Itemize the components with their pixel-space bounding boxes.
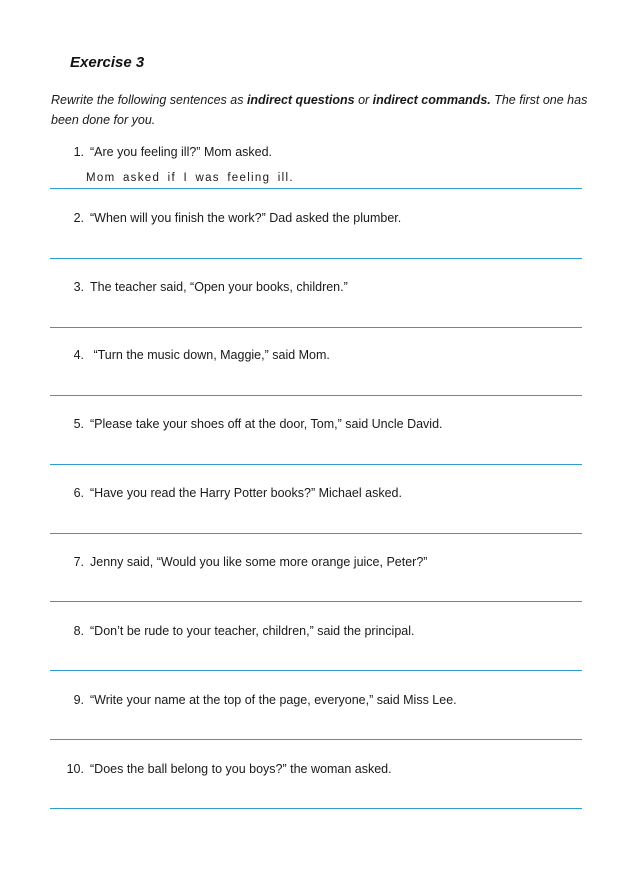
exercise-item-9 xyxy=(50,693,582,733)
answer-line[interactable] xyxy=(50,464,582,465)
exercise-item-3 xyxy=(50,280,582,320)
item-answer: Mom asked if I was feeling ill. xyxy=(86,172,294,184)
answer-line[interactable] xyxy=(50,808,582,809)
instructions-part-3: The first one has been done for you. xyxy=(51,93,588,127)
item-sentence xyxy=(50,555,427,569)
item-sentence xyxy=(50,624,414,638)
item-text: Jenny said, “Would you like some more orange juice, Peter?” xyxy=(90,555,428,569)
item-text: “Turn the music down, Maggie,” said Mom. xyxy=(90,348,330,362)
item-text: “When will you finish the work?” Dad asked the plumber. xyxy=(90,211,402,225)
exercise-item-8 xyxy=(50,624,582,664)
answer-line[interactable] xyxy=(50,601,582,602)
item-sentence xyxy=(50,348,330,362)
answer-line[interactable] xyxy=(50,327,582,328)
item-number: 2. xyxy=(73,211,84,225)
item-text: The teacher said, “Open your books, children.” xyxy=(90,280,348,294)
item-number: 7. xyxy=(73,555,84,569)
item-sentence xyxy=(50,762,392,776)
answer-line[interactable] xyxy=(50,258,582,259)
answer-line[interactable] xyxy=(50,533,582,534)
exercise-item-10 xyxy=(50,762,582,802)
item-sentence xyxy=(50,693,457,707)
item-text: “Does the ball belong to you boys?” the woman asked. xyxy=(90,762,392,776)
answer-line[interactable] xyxy=(50,739,582,740)
exercise-item-2 xyxy=(50,211,582,251)
item-text: “Are you feeling ill?” Mom asked. xyxy=(90,145,273,159)
item-sentence xyxy=(50,280,348,294)
item-text: “Please take your shoes off at the door, Tom,” said Uncle David. xyxy=(90,417,443,431)
item-number: 10. xyxy=(66,762,84,776)
item-sentence xyxy=(50,211,401,225)
item-number: 4. xyxy=(73,348,84,362)
exercise-item-4 xyxy=(50,348,582,388)
item-number: 1. xyxy=(73,145,84,159)
item-sentence xyxy=(50,486,402,500)
exercise-instructions xyxy=(51,90,596,130)
item-number: 5. xyxy=(73,417,84,431)
item-number: 3. xyxy=(73,280,84,294)
instructions-part-1: Rewrite the following sentences as xyxy=(51,93,247,107)
exercise-item-6 xyxy=(50,486,582,526)
item-number: 9. xyxy=(73,693,84,707)
exercise-title: Exercise 3 xyxy=(70,54,145,71)
answer-line[interactable] xyxy=(50,188,582,189)
item-text: “Have you read the Harry Potter books?” Michael asked. xyxy=(90,486,402,500)
item-number: 8. xyxy=(73,624,84,638)
item-sentence xyxy=(50,417,443,431)
item-text: “Write your name at the top of the page, everyone,” said Miss Lee. xyxy=(90,693,457,707)
item-sentence xyxy=(50,145,272,159)
item-number: 6. xyxy=(73,486,84,500)
answer-line[interactable] xyxy=(50,395,582,396)
exercise-item-1 xyxy=(50,145,582,185)
instructions-bold-1: indirect questions xyxy=(246,93,355,107)
instructions-part-2: or xyxy=(354,93,373,107)
instructions-bold-2: indirect commands. xyxy=(372,93,491,107)
answer-line[interactable] xyxy=(50,670,582,671)
exercise-item-7 xyxy=(50,555,582,595)
exercise-item-5 xyxy=(50,417,582,457)
item-text: “Don’t be rude to your teacher, children,” said the principal. xyxy=(90,624,415,638)
